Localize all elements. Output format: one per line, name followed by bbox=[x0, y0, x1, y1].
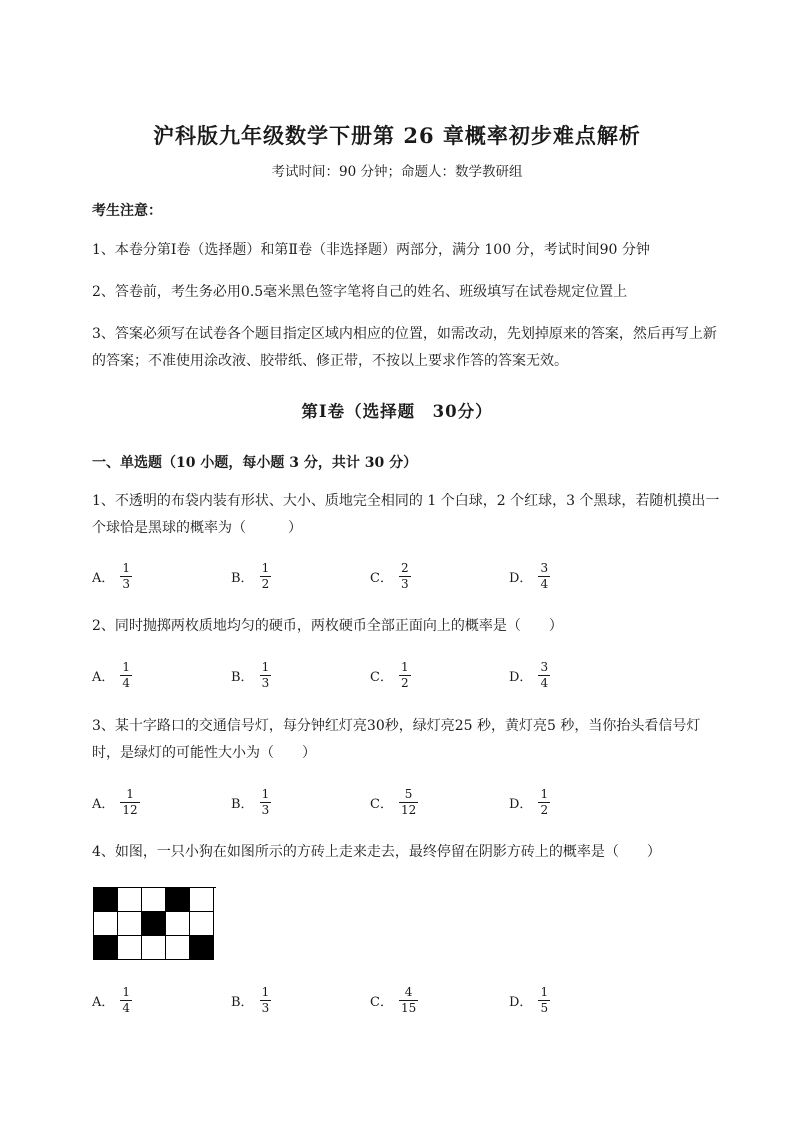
question-4-option-b[interactable] bbox=[231, 986, 271, 1015]
plain-tile bbox=[142, 888, 166, 912]
numerator: 1 bbox=[122, 660, 131, 674]
denominator: 4 bbox=[540, 577, 549, 591]
plain-tile bbox=[166, 936, 190, 960]
denominator: 5 bbox=[540, 1001, 549, 1015]
option-fraction bbox=[399, 788, 418, 817]
notice-item: 1、本卷分第Ⅰ卷（选择题）和第Ⅱ卷（非选择题）两部分，满分 100 分，考试时间90 分钟 bbox=[92, 242, 650, 258]
question-1-option-b[interactable] bbox=[231, 562, 271, 591]
question-2-option-a[interactable] bbox=[92, 661, 132, 690]
option-letter: B． bbox=[231, 571, 254, 586]
plain-tile bbox=[142, 936, 166, 960]
option-letter: D． bbox=[509, 571, 533, 586]
option-fraction bbox=[538, 661, 550, 690]
option-fraction bbox=[260, 986, 272, 1015]
question-3-text bbox=[92, 713, 752, 767]
plain-tile bbox=[190, 888, 214, 912]
numerator: 1 bbox=[400, 660, 409, 674]
option-letter: A． bbox=[92, 670, 115, 685]
question-line: 时，是绿灯的可能性大小为（ ） bbox=[92, 745, 316, 761]
numerator: 1 bbox=[261, 660, 270, 674]
option-fraction bbox=[120, 788, 139, 817]
option-fraction bbox=[538, 562, 550, 591]
question-2-text bbox=[92, 613, 752, 640]
numerator: 1 bbox=[540, 985, 549, 999]
question-1-option-a[interactable] bbox=[92, 562, 132, 591]
numerator: 1 bbox=[261, 787, 270, 801]
option-letter: C． bbox=[370, 797, 393, 812]
plain-tile bbox=[190, 912, 214, 936]
numerator: 3 bbox=[540, 660, 549, 674]
section-title: 第Ⅰ卷（选择题 30分） bbox=[301, 402, 493, 421]
question-line: 1、不透明的布袋内装有形状、大小、质地完全相同的 1 个白球，2 个红球，3 个黑球，若随机摸出一 bbox=[92, 493, 720, 509]
option-fraction bbox=[399, 661, 411, 690]
question-line: 4、如图，一只小狗在如图所示的方砖上走来走去，最终停留在阴影方砖上的概率是（ ） bbox=[92, 844, 661, 860]
question-3-option-c[interactable] bbox=[370, 788, 418, 817]
question-line: 3、某十字路口的交通信号灯，每分钟红灯亮30秒，绿灯亮25 秒，黄灯亮5 秒，当你抬头看信号灯 bbox=[92, 718, 701, 734]
option-letter: B． bbox=[231, 797, 254, 812]
option-fraction bbox=[260, 562, 272, 591]
option-letter: C． bbox=[370, 995, 393, 1010]
shaded-tile bbox=[142, 912, 166, 936]
question-1-option-d[interactable] bbox=[509, 562, 550, 591]
option-fraction bbox=[120, 986, 132, 1015]
denominator: 3 bbox=[400, 577, 409, 591]
option-letter: D． bbox=[509, 797, 533, 812]
question-line: 2、同时抛掷两枚质地均匀的硬币，两枚硬币全部正面向上的概率是（ ） bbox=[92, 618, 563, 634]
question-2-option-d[interactable] bbox=[509, 661, 550, 690]
denominator: 3 bbox=[261, 676, 270, 690]
notice-item: 2、答卷前，考生务必用0.5毫米黑色签字笔将自己的姓名、班级填写在试卷规定位置上 bbox=[92, 284, 628, 300]
shaded-tile bbox=[94, 936, 118, 960]
denominator: 4 bbox=[122, 676, 131, 690]
question-4-option-c[interactable] bbox=[370, 986, 418, 1015]
denominator: 4 bbox=[540, 676, 549, 690]
plain-tile bbox=[166, 912, 190, 936]
option-letter: D． bbox=[509, 670, 533, 685]
denominator: 4 bbox=[122, 1001, 131, 1015]
option-fraction bbox=[538, 986, 550, 1015]
option-fraction bbox=[260, 788, 272, 817]
shaded-tile bbox=[190, 936, 214, 960]
denominator: 2 bbox=[540, 803, 549, 817]
option-fraction bbox=[399, 986, 418, 1015]
notice-item-continued: 的答案；不准使用涂改液、胶带纸、修正带，不按以上要求作答的答案无效。 bbox=[92, 353, 568, 369]
exam-info: 考试时间：90 分钟；命题人：数学教研组 bbox=[271, 164, 523, 180]
option-fraction bbox=[120, 661, 132, 690]
question-1-text bbox=[92, 488, 752, 542]
denominator: 12 bbox=[400, 803, 417, 817]
numerator: 1 bbox=[122, 561, 131, 575]
denominator: 2 bbox=[261, 577, 270, 591]
option-fraction bbox=[538, 788, 550, 817]
option-letter: C． bbox=[370, 571, 393, 586]
option-letter: B． bbox=[231, 670, 254, 685]
plain-tile bbox=[118, 936, 142, 960]
numerator: 1 bbox=[126, 787, 134, 801]
question-4-option-a[interactable] bbox=[92, 986, 132, 1015]
option-letter: A． bbox=[92, 797, 115, 812]
plain-tile bbox=[118, 912, 142, 936]
question-line: 个球恰是黑球的概率为（ ） bbox=[92, 520, 302, 536]
question-3-option-a[interactable] bbox=[92, 788, 140, 817]
notice-heading: 考生注意： bbox=[92, 203, 162, 219]
question-3-option-d[interactable] bbox=[509, 788, 550, 817]
numerator: 1 bbox=[261, 985, 270, 999]
numerator: 5 bbox=[404, 787, 413, 801]
plain-tile bbox=[94, 912, 118, 936]
shaded-tile bbox=[94, 888, 118, 912]
option-fraction bbox=[260, 661, 272, 690]
denominator: 3 bbox=[261, 1001, 270, 1015]
plain-tile bbox=[118, 888, 142, 912]
denominator: 3 bbox=[122, 577, 131, 591]
question-4-option-d[interactable] bbox=[509, 986, 550, 1015]
part-heading: 一、单选题（10 小题，每小题 3 分，共计 30 分） bbox=[92, 455, 418, 471]
tile-floor-figure bbox=[93, 887, 216, 960]
question-4-text bbox=[92, 839, 752, 866]
question-2-option-c[interactable] bbox=[370, 661, 411, 690]
option-letter: B． bbox=[231, 995, 254, 1010]
numerator: 1 bbox=[261, 561, 270, 575]
denominator: 15 bbox=[400, 1001, 417, 1015]
numerator: 1 bbox=[122, 985, 131, 999]
option-letter: D． bbox=[509, 995, 533, 1010]
question-1-option-c[interactable] bbox=[370, 562, 411, 591]
numerator: 2 bbox=[400, 561, 409, 575]
option-fraction bbox=[399, 562, 411, 591]
question-2-option-b[interactable] bbox=[231, 661, 271, 690]
shaded-tile bbox=[166, 888, 190, 912]
page-title: 沪科版九年级数学下册第 26 章概率初步难点解析 bbox=[153, 123, 641, 148]
numerator: 1 bbox=[540, 787, 549, 801]
option-fraction bbox=[120, 562, 132, 591]
numerator: 4 bbox=[404, 985, 413, 999]
denominator: 2 bbox=[400, 676, 409, 690]
numerator: 3 bbox=[540, 561, 549, 575]
denominator: 3 bbox=[261, 803, 270, 817]
option-letter: A． bbox=[92, 571, 115, 586]
option-letter: A． bbox=[92, 995, 115, 1010]
question-3-option-b[interactable] bbox=[231, 788, 271, 817]
option-letter: C． bbox=[370, 670, 393, 685]
notice-item: 3、答案必须写在试卷各个题目指定区域内相应的位置，如需改动，先划掉原来的答案，然后再写上新 bbox=[92, 326, 717, 342]
denominator: 12 bbox=[122, 803, 138, 817]
